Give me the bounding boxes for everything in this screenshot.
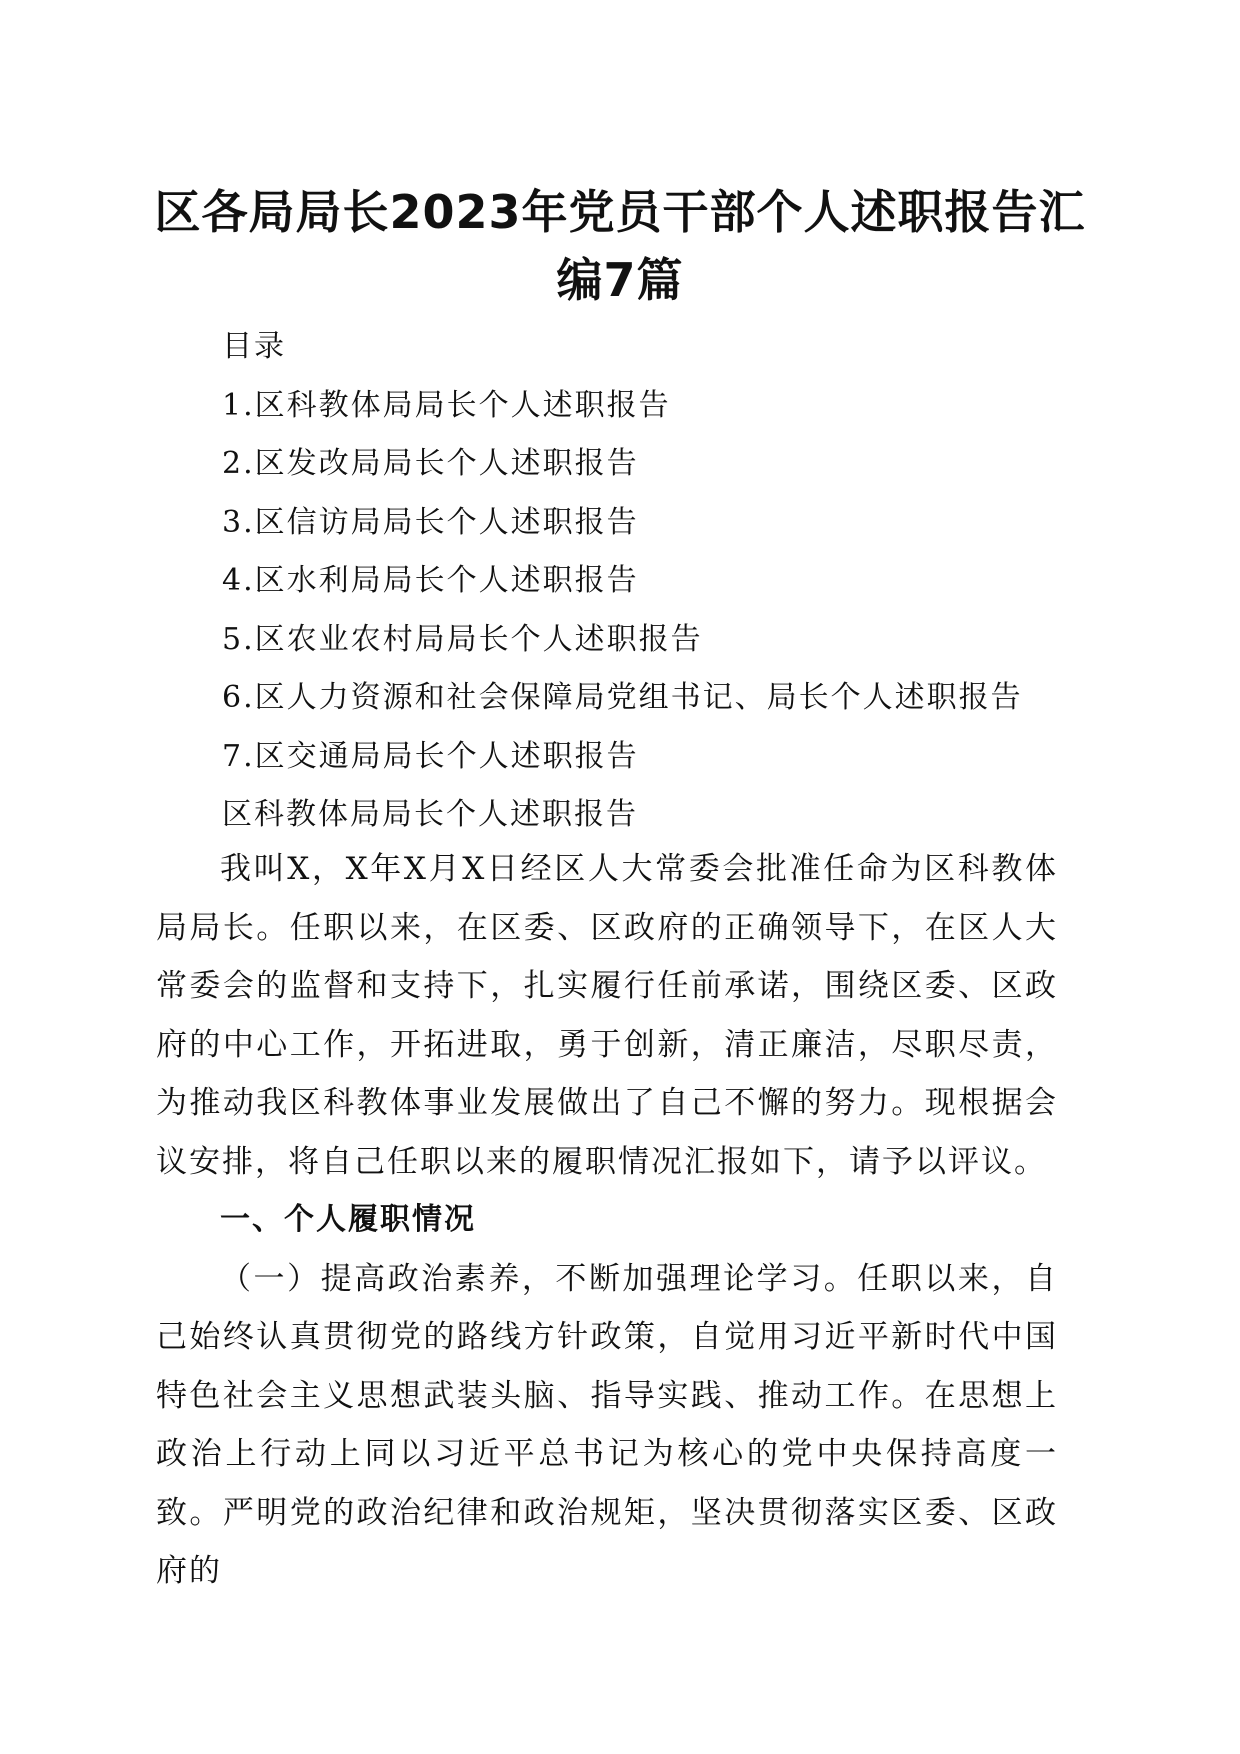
toc-item: 6.区人力资源和社会保障局党组书记、局长个人述职报告 — [222, 680, 1023, 715]
intro-paragraph: 我叫X，X年X月X日经区人大常委会批准任命为区科教体局局长。任职以来，在区委、区政府的正确领导下，在区人大常委会的监督和支持下，扎实履行任前承诺，围绕区委、区政府的中心工作，开拓进取，勇于创新，清正廉洁，尽职尽责，为推动我区科教体事业发展做出了自己不懈的努力。现根据会议安排，将自己任职以来的履职情况汇报如下，请予以评议。 — [156, 851, 1058, 1180]
toc-heading: 目录 — [222, 329, 286, 364]
section-heading: 一、个人履职情况 — [220, 1202, 476, 1237]
document-title: 区各局局长2023年党员干部个人述职报告汇编7篇 — [154, 185, 1086, 307]
article-body — [156, 840, 1058, 1601]
toc-item: 1.区科教体局局长个人述职报告 — [222, 387, 671, 423]
body-paragraph: （一）提高政治素养，不断加强理论学习。任职以来，自己始终认真贯彻党的路线方针政策，自觉用习近平新时代中国特色社会主义思想武装头脑、指导实践、推动工作。在思想上政治上行动上同以习近平总书记为核心的党中央保持高度一致。严明党的政治纪律和政治规矩，坚决贯彻落实区委、区政府的 — [156, 1260, 1058, 1589]
toc-item: 7.区交通局局长个人述职报告 — [222, 738, 639, 774]
toc-item: 5.区农业农村局局长个人述职报告 — [222, 621, 703, 657]
toc-item: 2.区发改局局长个人述职报告 — [222, 446, 639, 481]
article-title: 区科教体局局长个人述职报告 — [222, 797, 638, 832]
toc-item: 3.区信访局局长个人述职报告 — [222, 504, 639, 540]
table-of-contents — [222, 318, 1023, 845]
toc-item: 4.区水利局局长个人述职报告 — [222, 563, 639, 598]
